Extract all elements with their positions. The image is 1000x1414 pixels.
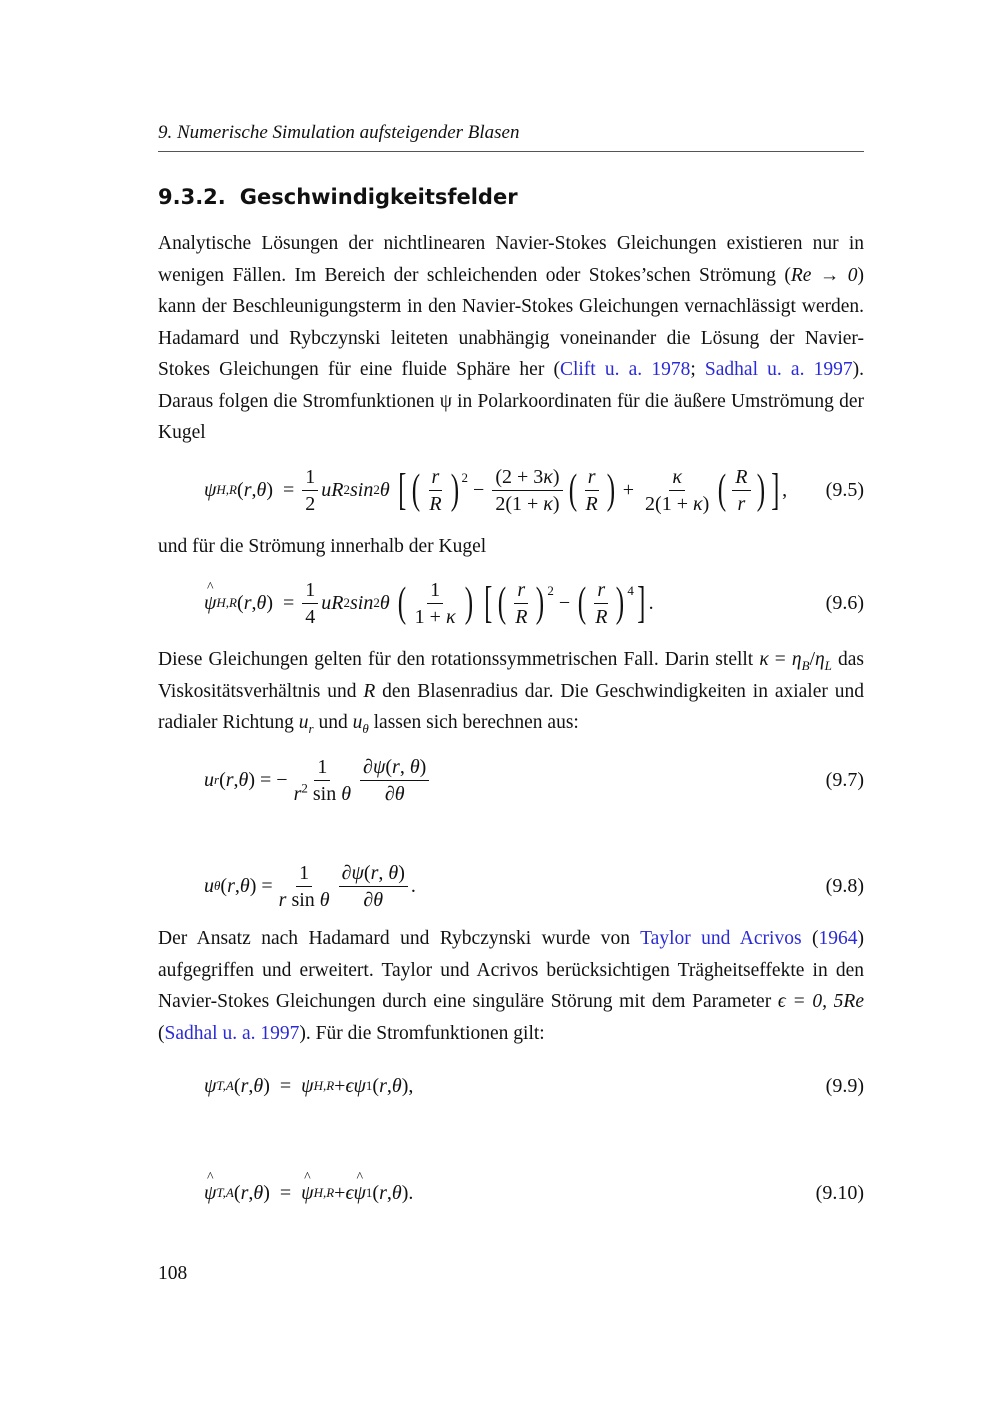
citation-taylor-acrivos[interactable]: Taylor und Acrivos [640,928,802,949]
equation-9-9-body: ψ T,A ( r , θ ) = ψ H,R + ϵ ψ 1 ( r , θ ), [204,1074,414,1097]
section-heading [158,180,864,214]
paragraph-velocity-text-a: Diese Gleichungen gelten für den rotationssymmetrischen Fall. Darin stellt [158,649,760,670]
equation-9-8-body: u θ ( r , θ ) = $\frac{1}{\text{r sin θ}}$ $\frac{\partial\psi(r, \theta)}{\partial\theta}$ . [204,861,416,911]
paragraph-velocity-text-d: und [313,712,353,733]
equation-9-6 [0,568,1000,638]
paragraph-intro [158,228,864,449]
equation-9-10-body: ^ ψ T,A ( r , θ ) = ^ ψ H,R + ϵ ^ ψ 1 ( r , θ ). [204,1158,413,1228]
paragraph-intro-text-b: ) kann der Beschleunigungsterm in den Navier-Stokes Gleichungen vernachlässigt werden. Hadamard und Rybczynski leiteten unabhängig voneinander die Lösung der Navier-Stokes Gleichungen für eine fluide Sphäre her ( [158,264,864,380]
paragraph-intro-text-c: ). Daraus folgen die Stromfunktionen ψ in Polarkoordinaten für die äußere Umströmung der Kugel [158,359,864,443]
re-limit: Re → 0 [790,264,858,286]
equation-9-5-tag: (9.5) [825,478,864,501]
citation-sadhal[interactable]: Sadhal u. a. 1997 [704,359,853,380]
equation-9-8-tag: (9.8) [825,874,864,897]
equation-9-9-tag: (9.9) [825,1074,864,1097]
equation-9-10-tag: (9.10) [815,1181,864,1204]
running-header: 9. Numerische Simulation aufsteigender Blasen [158,122,520,143]
equation-9-8 [0,851,1000,921]
paragraph-ta-text-d: ). Für die Stromfunktionen gilt: [299,1022,545,1044]
paragraph-velocity-text-e: lassen sich berechnen aus: [368,712,579,733]
equation-9-9 [0,1051,1000,1121]
perturbation-parameter: ϵ = 0, 5Re [777,991,864,1012]
citation-sadhal-2[interactable]: Sadhal u. a. 1997 [164,1022,300,1044]
equation-9-7-tag: (9.7) [825,768,864,791]
paragraph-velocity-text-b: das Viskositätsverhältnis und [158,649,865,702]
header-rule [158,151,864,152]
citation-taylor-acrivos-year[interactable]: 1964 [818,928,858,949]
equation-9-6-body: ^ ψ H,R ( r , θ ) = $\frac{1}{4}$ uR 2 sin 2 θ ( $\frac{1}{1 + \kappa}$ ) [ ( $\frac{r}{R}$ ) $^2$ − ( $\frac{r}{R}$ ) $^4$ ] . [204,568,654,638]
paragraph-intro-text-a: Analytische Lösungen der nichtlinearen Navier-Stokes Gleichungen existieren nur in wenigen Fällen. Im Bereich der schleichenden oder Stokes’schen Strömung ( [158,233,864,286]
section-number: 9.3.2. [158,185,226,209]
citation-clift[interactable]: Clift u. a. 1978 [559,359,691,380]
citation-separator: ; [690,359,705,380]
paragraph-ta-text-a: Der Ansatz nach Hadamard und Rybczynski wurde von [158,928,641,949]
section-title: Geschwindigkeitsfelder [239,185,518,209]
paragraph-ta-text-b: aufgegriffen und erweitert. Taylor und Acrivos berücksichtigen Trägheitseffekte in den Navier-Stokes Gleichungen durch eine singuläre Störung mit dem Parameter [158,959,864,1012]
paragraph-inner-flow: und für die Strömung innerhalb der Kugel [158,536,487,557]
paragraph-taylor-acrivos: Der Ansatz nach Hadamard und Rybczynski wurde von Taylor und Acrivos (1964) aufgegriffen und erweitert. Taylor und Acrivos berücksichtigen Trägheitseffekte in den Navier-Stokes Gleichungen durch eine singuläre Störung mit dem Parameter ϵ = 0, 5Re (Sadhal u. a. 1997). Für die Stromfunktionen gilt: [158,928,864,1044]
paragraph-ta-text-c: ( [158,1022,165,1044]
paragraph-velocity: Diese Gleichungen gelten für den rotationssymmetrischen Fall. Darin stellt $\kappa = \eta_B/\eta_L$ das Viskositätsverhältnis und R den Blasenradius dar. Die Geschwindigkeiten in axialer und radialer Richtung $u_r$ und $u_\theta$ lassen sich berechnen aus: [158,649,865,736]
equation-9-10 [0,1158,1000,1228]
equation-9-7-body: u r ( r , θ ) = − $\frac{1}{r^2 \sin \theta}$ $\frac{\partial\psi(r, \theta)}{\partial\theta}$ [204,745,432,815]
equation-9-6-tag: (9.6) [825,591,864,614]
equation-9-5-body: ψ H,R ( r , θ ) = $\frac{1}{2}$ uR 2 sin 2 θ [ ( $\frac{r}{R}$ ) $^2$ − $\frac{(2 + 3\kappa)}{2(1 + \kappa)}$ ( $\frac{r}{R}$ ) + $\frac{\kappa}{2(1 + \kappa)}$ ( $\frac{R}{r}$ ) ] , [204,465,788,515]
paragraph-velocity-text-c: den Blasenradius dar. Die Geschwindigkeiten in axialer und radialer Richtung [158,680,864,733]
page-number: 108 [158,1263,188,1284]
equation-9-5 [0,455,1000,525]
equation-9-7 [0,745,1000,815]
